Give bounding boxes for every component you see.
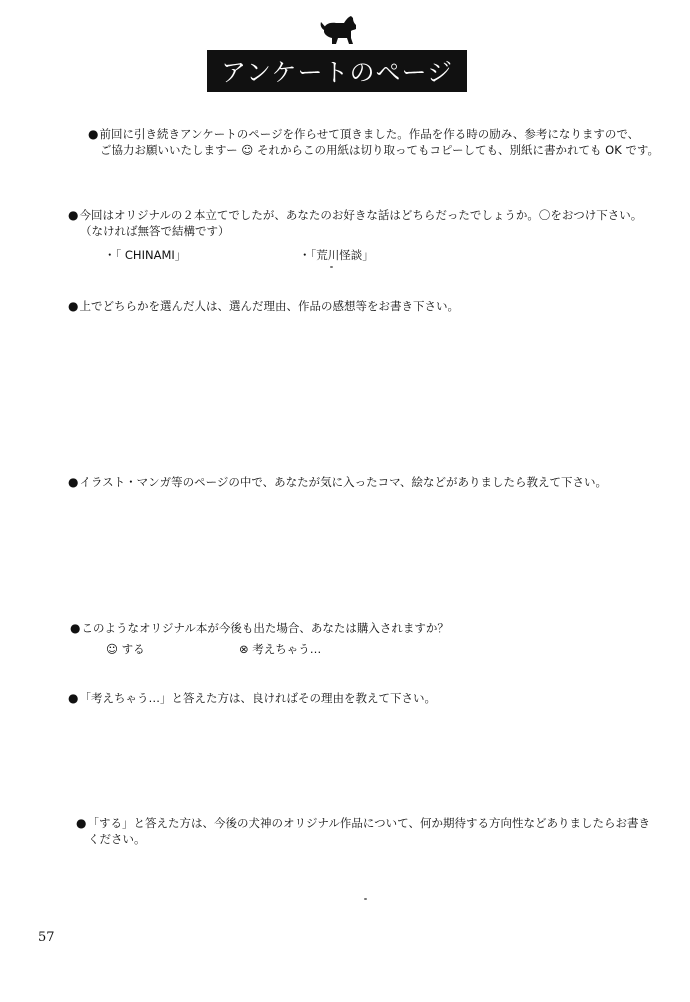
question-6 bbox=[76, 815, 650, 831]
question-6-line-2: ください。 bbox=[88, 832, 146, 846]
question-4 bbox=[70, 620, 449, 636]
question-1-note: （なければ無答で結構です） bbox=[80, 224, 230, 238]
question-5 bbox=[68, 690, 436, 706]
option-arakawa-kaidan[interactable]: ・「荒川怪談」 bbox=[299, 248, 374, 262]
bullet: ● bbox=[76, 816, 87, 830]
option-thinking[interactable]: ⊗ 考えちゃう… bbox=[239, 642, 322, 656]
bullet: ● bbox=[68, 475, 79, 489]
bullet: ● bbox=[68, 208, 79, 222]
dog-silhouette-icon bbox=[318, 14, 358, 48]
option-chinami[interactable]: ・「 CHINAMI」 bbox=[104, 248, 187, 262]
question-3 bbox=[68, 474, 607, 490]
bullet: ● bbox=[88, 127, 99, 141]
question-6-text: 「する」と答えた方は、今後の犬神のオリジナル作品について、何か期待する方向性などありましたらお書き bbox=[87, 816, 650, 830]
question-5-text: 「考えちゃう…」と答えた方は、良ければその理由を教えて下さい。 bbox=[79, 691, 436, 705]
option-buy[interactable]: ☺ する bbox=[106, 642, 145, 656]
intro-text-1: 前回に引き続きアンケートのページを作らせて頂きました。作品を作る時の励み、参考になりますので、 bbox=[99, 127, 640, 141]
question-1 bbox=[68, 207, 642, 223]
bullet: ● bbox=[68, 691, 79, 705]
question-1-text: 今回はオリジナルの２本立てでしたが、あなたのお好きな話はどちらだったでしょうか。〇をおつけ下さい。 bbox=[79, 208, 643, 222]
question-3-text: イラスト・マンガ等のページの中で、あなたが気に入ったコマ、絵などがありましたら教えて下さい。 bbox=[79, 475, 607, 489]
page-title: アンケートのページ bbox=[207, 50, 467, 92]
intro-line-1 bbox=[88, 126, 639, 142]
question-2 bbox=[68, 298, 459, 314]
page-number: 57 bbox=[38, 930, 55, 945]
bullet: ● bbox=[70, 621, 81, 635]
question-4-text: このようなオリジナル本が今後も出た場合、あなたは購入されますか？ bbox=[81, 621, 449, 635]
question-2-text: 上でどちらかを選んだ人は、選んだ理由、作品の感想等をお書き下さい。 bbox=[79, 299, 459, 313]
bullet: ● bbox=[68, 299, 79, 313]
intro-line-2: ご協力お願いいたしますー ☺ それからこの用紙は切り取ってもコピーしても、別紙に書かれても OK です。 bbox=[100, 143, 659, 157]
speck bbox=[364, 898, 367, 900]
speck bbox=[330, 266, 333, 268]
